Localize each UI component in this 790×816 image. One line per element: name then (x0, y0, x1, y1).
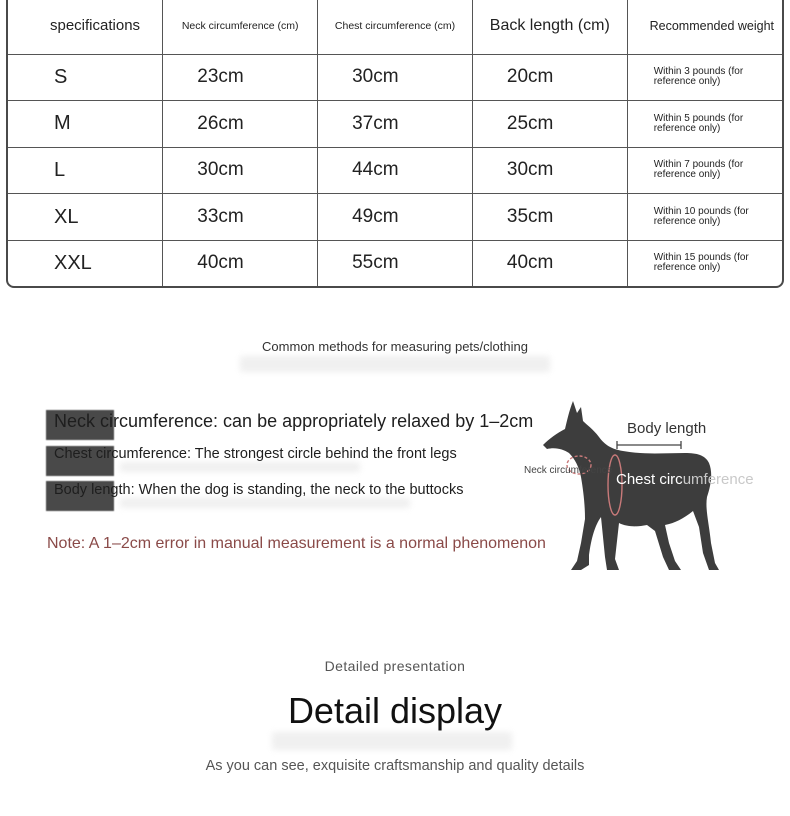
table-row (8, 101, 782, 148)
size-cell: XL (8, 194, 163, 241)
weight-cell: Within 10 pounds (for reference only) (627, 194, 782, 241)
size-cell: L (8, 147, 163, 194)
blurred-text-shadow (120, 498, 410, 508)
size-cell: XXL (8, 240, 163, 286)
dog-measurement-diagram (515, 393, 775, 573)
size-cell: M (8, 101, 163, 148)
table-header-row (8, 0, 782, 54)
weight-cell: Within 7 pounds (for reference only) (627, 147, 782, 194)
size-cell: S (8, 54, 163, 101)
detail-description: As you can see, exquisite craftsmanship and quality details (205, 758, 585, 774)
neck-cell: 40cm (163, 240, 318, 286)
back-cell: 25cm (472, 101, 627, 148)
header-specifications: specifications (8, 0, 163, 54)
chest-cell: 37cm (318, 101, 473, 148)
header-back-length: Back length (cm) (472, 0, 627, 54)
back-cell: 30cm (472, 147, 627, 194)
blurred-text-shadow (120, 462, 360, 472)
chest-circumference-label (616, 471, 754, 488)
chest-circumference-instruction: Chest circumference: The strongest circle behind the front legs (54, 446, 457, 462)
blurred-subtitle-shadow (240, 356, 550, 372)
chest-circumference-label-tail: umference (682, 471, 754, 488)
measurement-error-note: Note: A 1–2cm error in manual measurement is a normal phenomenon (47, 535, 546, 552)
size-chart-table (6, 0, 784, 288)
weight-cell: Within 5 pounds (for reference only) (627, 101, 782, 148)
back-cell: 40cm (472, 240, 627, 286)
header-recommended-weight: Recommended weight (627, 0, 782, 54)
neck-circumference-instruction: Neck circumference: can be appropriately relaxed by 1–2cm (54, 411, 534, 431)
chest-cell: 30cm (318, 54, 473, 101)
neck-cell: 30cm (163, 147, 318, 194)
header-neck-circumference: Neck circumference (cm) (163, 0, 318, 54)
table-row (8, 54, 782, 101)
detail-title: Detail display (287, 690, 503, 731)
table-row (8, 147, 782, 194)
measuring-methods-title: Common methods for measuring pets/clothing (262, 339, 528, 354)
neck-cell: 33cm (163, 194, 318, 241)
weight-cell: Within 3 pounds (for reference only) (627, 54, 782, 101)
neck-cell: 23cm (163, 54, 318, 101)
blurred-title-shadow (272, 732, 512, 750)
neck-cell: 26cm (163, 101, 318, 148)
back-cell: 35cm (472, 194, 627, 241)
header-chest-circumference: Chest circumference (cm) (318, 0, 473, 54)
table-row (8, 240, 782, 286)
chest-circumference-label-head: Chest circ (616, 471, 683, 488)
detail-subtitle: Detailed presentation (324, 658, 466, 674)
weight-cell: Within 15 pounds (for reference only) (627, 240, 782, 286)
body-length-instruction: Body length: When the dog is standing, the neck to the buttocks (54, 482, 464, 498)
neck-circumference-label: Neck circumference (524, 465, 613, 476)
back-cell: 20cm (472, 54, 627, 101)
chest-cell: 49cm (318, 194, 473, 241)
chest-cell: 44cm (318, 147, 473, 194)
body-length-label: Body length (627, 420, 707, 437)
table-row (8, 194, 782, 241)
chest-cell: 55cm (318, 240, 473, 286)
